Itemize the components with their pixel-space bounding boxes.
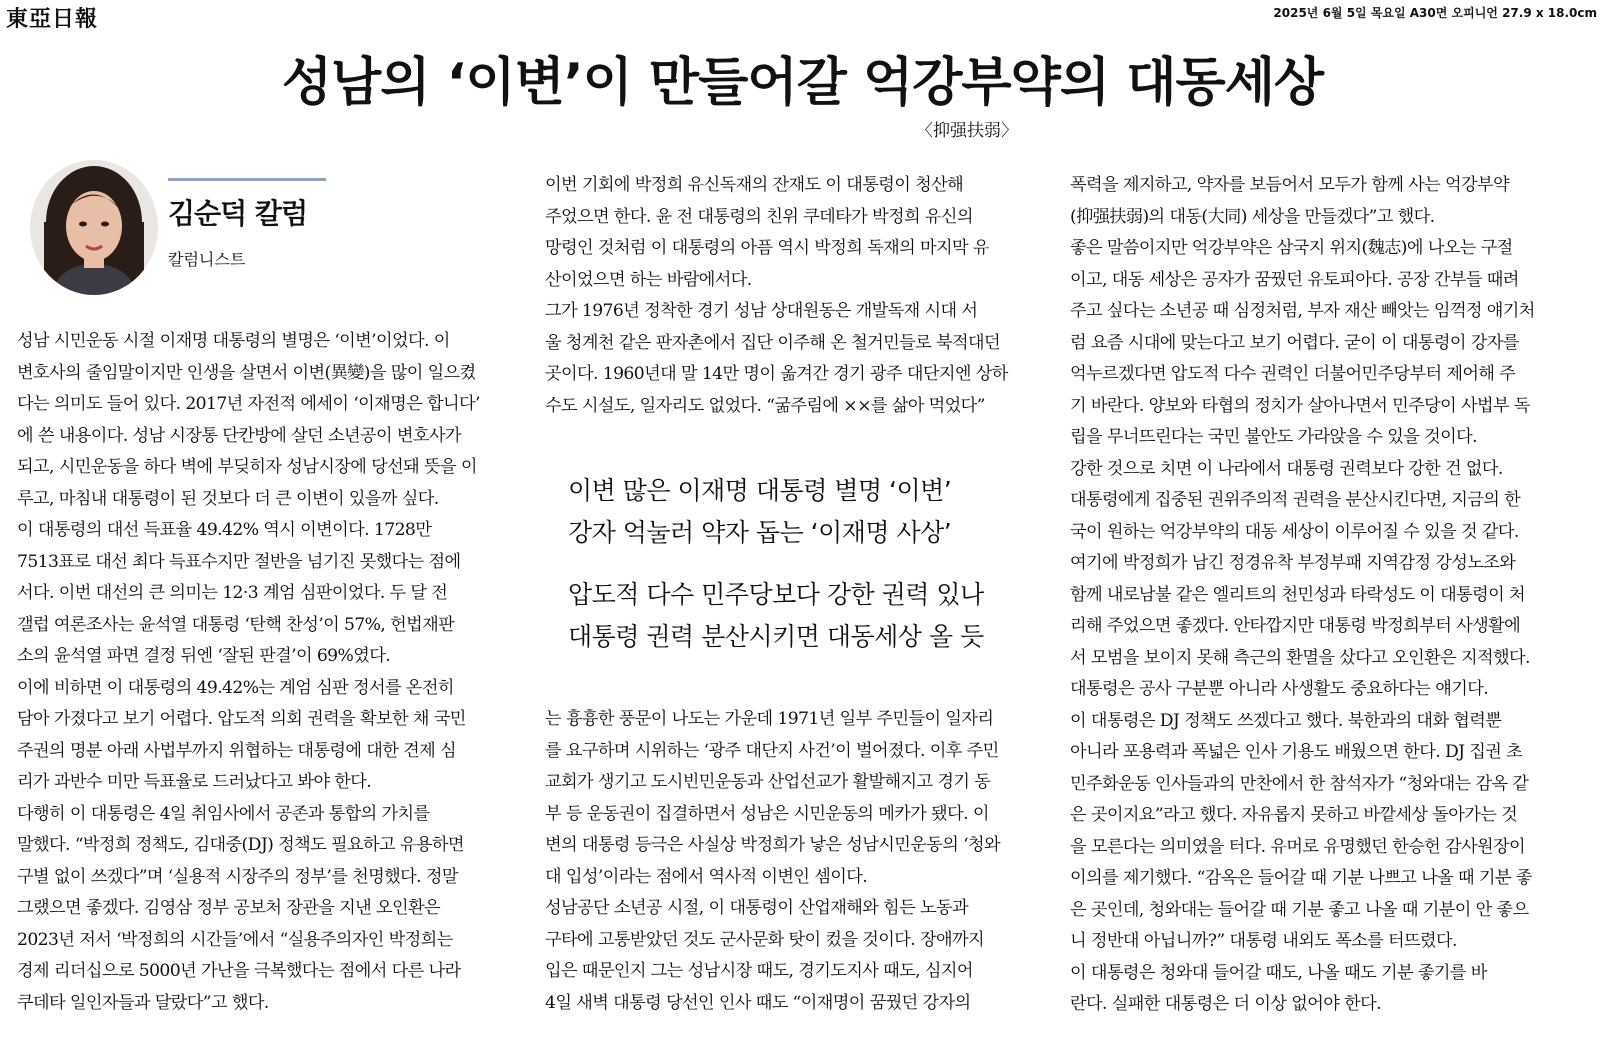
article-line: 다는 의미도 들어 있다. 2017년 자전적 에세이 ‘이재명은 합니다’ [17, 394, 480, 414]
article-line: 입은 때문인지 그는 성남시장 때도, 경기도지사 때도, 심지어 [545, 961, 973, 981]
pull-quote-line: 강자 억눌러 약자 돕는 ‘이재명 사상’ [568, 518, 952, 547]
article-line: 이번 기회에 박정희 유신독재의 잔재도 이 대통령이 청산해 [545, 175, 964, 195]
article-line: 립을 무너뜨린다는 국민 불안도 가라앉을 수 있을 것이다. [1070, 427, 1477, 447]
article-line: 니 정반대 아닙니까?” 대통령 내외도 폭소를 터뜨렸다. [1070, 931, 1457, 951]
pull-quote-1 [568, 470, 951, 554]
column-title: 김순덕 칼럼 [168, 197, 307, 230]
article-line: 루고, 마침내 대통령이 된 것보다 더 큰 이변이 있을까 싶다. [17, 488, 439, 509]
article-line: 에 쓴 내용이다. 성남 시장통 단칸방에 살던 소년공이 변호사가 [17, 425, 461, 446]
article-line: 변호사의 줄임말이지만 인생을 살면서 이변(異變)을 많이 일으켰 [17, 362, 476, 383]
article-line: 주권의 명분 아래 사법부까지 위협하는 대통령에 대한 견제 심 [17, 740, 456, 761]
article-line: 여기에 박정희가 남긴 정경유착 부정부패 지역감정 강성노조와 [1070, 553, 1516, 573]
article-line: 담아 가졌다고 보기 어렵다. 압도적 의회 권력을 확보한 채 국민 [17, 709, 466, 729]
article-line: 을 모른다는 의미였을 터다. 유머로 유명했던 한승헌 감사원장이 [1070, 836, 1525, 857]
article-line: 함께 내로남불 같은 엘리트의 천민성과 타락성도 이 대통령이 처 [1070, 584, 1525, 605]
article-line: 수도 시설도, 일자리도 없었다. “굶주림에 ××를 삶아 먹었다” [545, 395, 985, 416]
article-line: 대통령은 공사 구분뿐 아니라 사생활도 중요하다는 얘기다. [1070, 679, 1489, 699]
article-line: 소의 윤석열 파면 결정 뒤엔 ‘잘된 판결’이 69%였다. [17, 646, 391, 666]
article-line: 구별 없이 쓰겠다”며 ‘실용적 시장주의 정부’를 천명했다. 정말 [17, 866, 458, 887]
article-line: 리가 과반수 미만 득표율로 드러났다고 봐야 한다. [17, 772, 372, 792]
article-line: 서다. 이번 대선의 큰 의미는 12·3 계엄 심판이었다. 두 달 전 [17, 583, 448, 603]
article-line: 주었으면 한다. 윤 전 대통령의 친위 쿠데타가 박정희 유신의 [545, 206, 973, 227]
article-line: 민주화운동 인사들과의 만찬에서 한 참석자가 “청와대는 감옥 같 [1070, 773, 1529, 794]
article-line: 곳이다. 1960년대 말 14만 명이 옮겨간 경기 광주 대단지엔 상하 [545, 364, 1008, 384]
article-line: 7513표로 대선 최다 득표수지만 절반을 넘기진 못했다는 점에 [17, 551, 461, 572]
article-line: 대통령에게 집중된 권위주의적 권력을 분산시킨다면, 지금의 한 [1070, 490, 1521, 510]
article-line: 경제 리더십으로 5000년 가난을 극복했다는 점에서 다른 나라 [17, 961, 461, 981]
article-line: 이고, 대동 세상은 공자가 꿈꿨던 유토피아다. 공장 간부들 때려 [1070, 269, 1519, 290]
article-column-2-top [545, 170, 1045, 422]
columnist-rule [168, 178, 326, 181]
article-line: 이 대통령은 청와대 들어갈 때도, 나올 때도 기분 좋기를 바 [1070, 962, 1487, 983]
article-line: 산이었으면 하는 바람에서다. [545, 269, 752, 290]
article-line: 울 청계천 같은 판자촌에서 집단 이주해 온 철거민들로 북적대던 [545, 332, 1000, 353]
headline-hanja: 〈抑强扶弱〉 [916, 121, 1018, 141]
article-line: 은 곳인데, 청와대는 들어갈 때 기분 좋고 나올 때 기분이 안 좋으 [1070, 899, 1529, 920]
article-line: 를 요구하며 시위하는 ‘광주 대단지 사건’이 벌어졌다. 이후 주민 [545, 740, 999, 761]
columnist-portrait-icon [30, 160, 158, 295]
article-line: 리해 주었으면 좋겠다. 안타깝지만 대통령 박정희부터 사생활에 [1070, 616, 1521, 636]
article-line: 교회가 생기고 도시빈민운동과 산업선교가 활발해지고 경기 동 [545, 772, 991, 792]
article-line: 억누르겠다면 압도적 다수 권력인 더불어민주당부터 제어해 주 [1070, 364, 1516, 384]
article-line: 폭력을 제지하고, 약자를 보듬어서 모두가 함께 사는 억강부약 [1070, 175, 1509, 195]
pull-quote-line: 이변 많은 이재명 대통령 별명 ‘이변’ [568, 476, 952, 505]
article-line: 성남공단 소년공 시절, 이 대통령이 산업재해와 힘든 노동과 [545, 898, 968, 918]
article-line: 2023년 저서 ‘박정희의 시간들’에서 “실용주의자인 박정희는 [17, 929, 453, 950]
article-line: 4일 새벽 대통령 당선인 인사 때도 “이재명이 꿈꿨던 강자의 [545, 992, 971, 1013]
article-line: 럼 요즘 시대에 맞는다고 보기 어렵다. 굳이 이 대통령이 강자를 [1070, 332, 1519, 353]
newspaper-masthead: 東亞日報 [6, 6, 99, 32]
pull-quote-line: 대통령 권력 분산시키면 대동세상 올 듯 [568, 622, 984, 651]
article-line: 아니라 포용력과 폭넓은 인사 기용도 배웠으면 한다. DJ 집권 초 [1070, 742, 1523, 762]
article-line: 변의 대통령 등극은 사실상 박정희가 낳은 성남시민운동의 ‘청와 [545, 835, 1000, 855]
article-line: 부 등 운동권이 집결하면서 성남은 시민운동의 메카가 됐다. 이 [545, 803, 989, 824]
article-column-3 [1070, 170, 1575, 1021]
article-line: 은 곳이지요”라고 했다. 자유롭지 못하고 바깥세상 돌아가는 것 [1070, 805, 1518, 825]
article-line: 는 흉흉한 풍문이 나도는 가운데 1971년 일부 주민들이 일자리 [545, 709, 994, 729]
pull-quote-line: 압도적 다수 민주당보다 강한 권력 있나 [568, 580, 984, 609]
article-line: 성남 시민운동 시절 이재명 대통령의 별명은 ‘이변’이었다. 이 [17, 331, 450, 351]
article-line: 이 대통령은 DJ 정책도 쓰겠다고 했다. 북한과의 대화 협력뿐 [1070, 710, 1502, 731]
article-line: 쿠데타 일인자들과 달랐다”고 했다. [17, 992, 269, 1013]
article-line: 구타에 고통받았던 것도 군사문화 탓이 컸을 것이다. 장애까지 [545, 929, 984, 950]
article-line: 이 대통령의 대선 득표율 49.42% 역시 이변이다. 1728만 [17, 520, 432, 540]
article-column-1 [17, 326, 522, 1019]
article-line: 망령인 것처럼 이 대통령의 아픔 역시 박정희 독재의 마지막 유 [545, 238, 989, 258]
article-line: 강한 것으로 치면 이 나라에서 대통령 권력보다 강한 건 없다. [1070, 458, 1503, 479]
article-line: 좋은 말씀이지만 억강부약은 삼국지 위지(魏志)에 나오는 구절 [1070, 238, 1513, 258]
article-line: 기 바란다. 양보와 타협의 정치가 살아나면서 민주당이 사법부 독 [1070, 395, 1530, 416]
article-line: 이에 비하면 이 대통령의 49.42%는 계엄 심판 정서를 온전히 [17, 677, 454, 698]
columnist-role: 칼럼니스트 [168, 250, 246, 269]
article-line: 다행히 이 대통령은 4일 취임사에서 공존과 통합의 가치를 [17, 803, 430, 824]
pull-quote-2 [568, 574, 984, 658]
page-meta: 2025년 6월 5일 목요일 A30면 오피니언 27.9 x 18.0cm [1273, 6, 1597, 20]
article-line: 그가 1976년 정착한 경기 성남 상대원동은 개발독재 시대 서 [545, 301, 978, 321]
article-line: 그랬으면 좋겠다. 김영삼 정부 공보처 장관을 지낸 오인환은 [17, 898, 440, 918]
article-line: 주고 싶다는 소년공 때 심정처럼, 부자 재산 빼앗는 임꺽정 얘기처 [1070, 301, 1535, 321]
article-line: 갤럽 여론조사는 윤석열 대통령 ‘탄핵 찬성’이 57%, 헌법재판 [17, 614, 455, 635]
article-line: 되고, 시민운동을 하다 벽에 부딪히자 성남시장에 당선돼 뜻을 이 [17, 457, 477, 477]
article-line: 말했다. “박정희 정책도, 김대중(DJ) 정책도 필요하고 유용하면 [17, 835, 464, 855]
article-line: 서 모범을 보이지 못해 측근의 환멸을 샀다고 오인환은 지적했다. [1070, 647, 1530, 668]
headline: 성남의 ‘이변’이 만들어갈 억강부약의 대동세상 [281, 53, 1324, 113]
article-line: 란다. 실패한 대통령은 더 이상 없어야 한다. [1070, 994, 1381, 1014]
article-line: 대 입성’이라는 점에서 역사적 이변인 셈이다. [545, 866, 868, 887]
article-line: 국이 원하는 억강부약의 대동 세상이 이루어질 수 있을 것 같다. [1070, 521, 1519, 542]
article-line: (抑强扶弱)의 대동(大同) 세상을 만들겠다”고 했다. [1070, 206, 1435, 227]
article-column-2-bottom [545, 704, 1045, 1019]
article-line: 이의를 제기했다. “감옥은 들어갈 때 기분 나쁘고 나올 때 기분 좋 [1070, 868, 1532, 888]
